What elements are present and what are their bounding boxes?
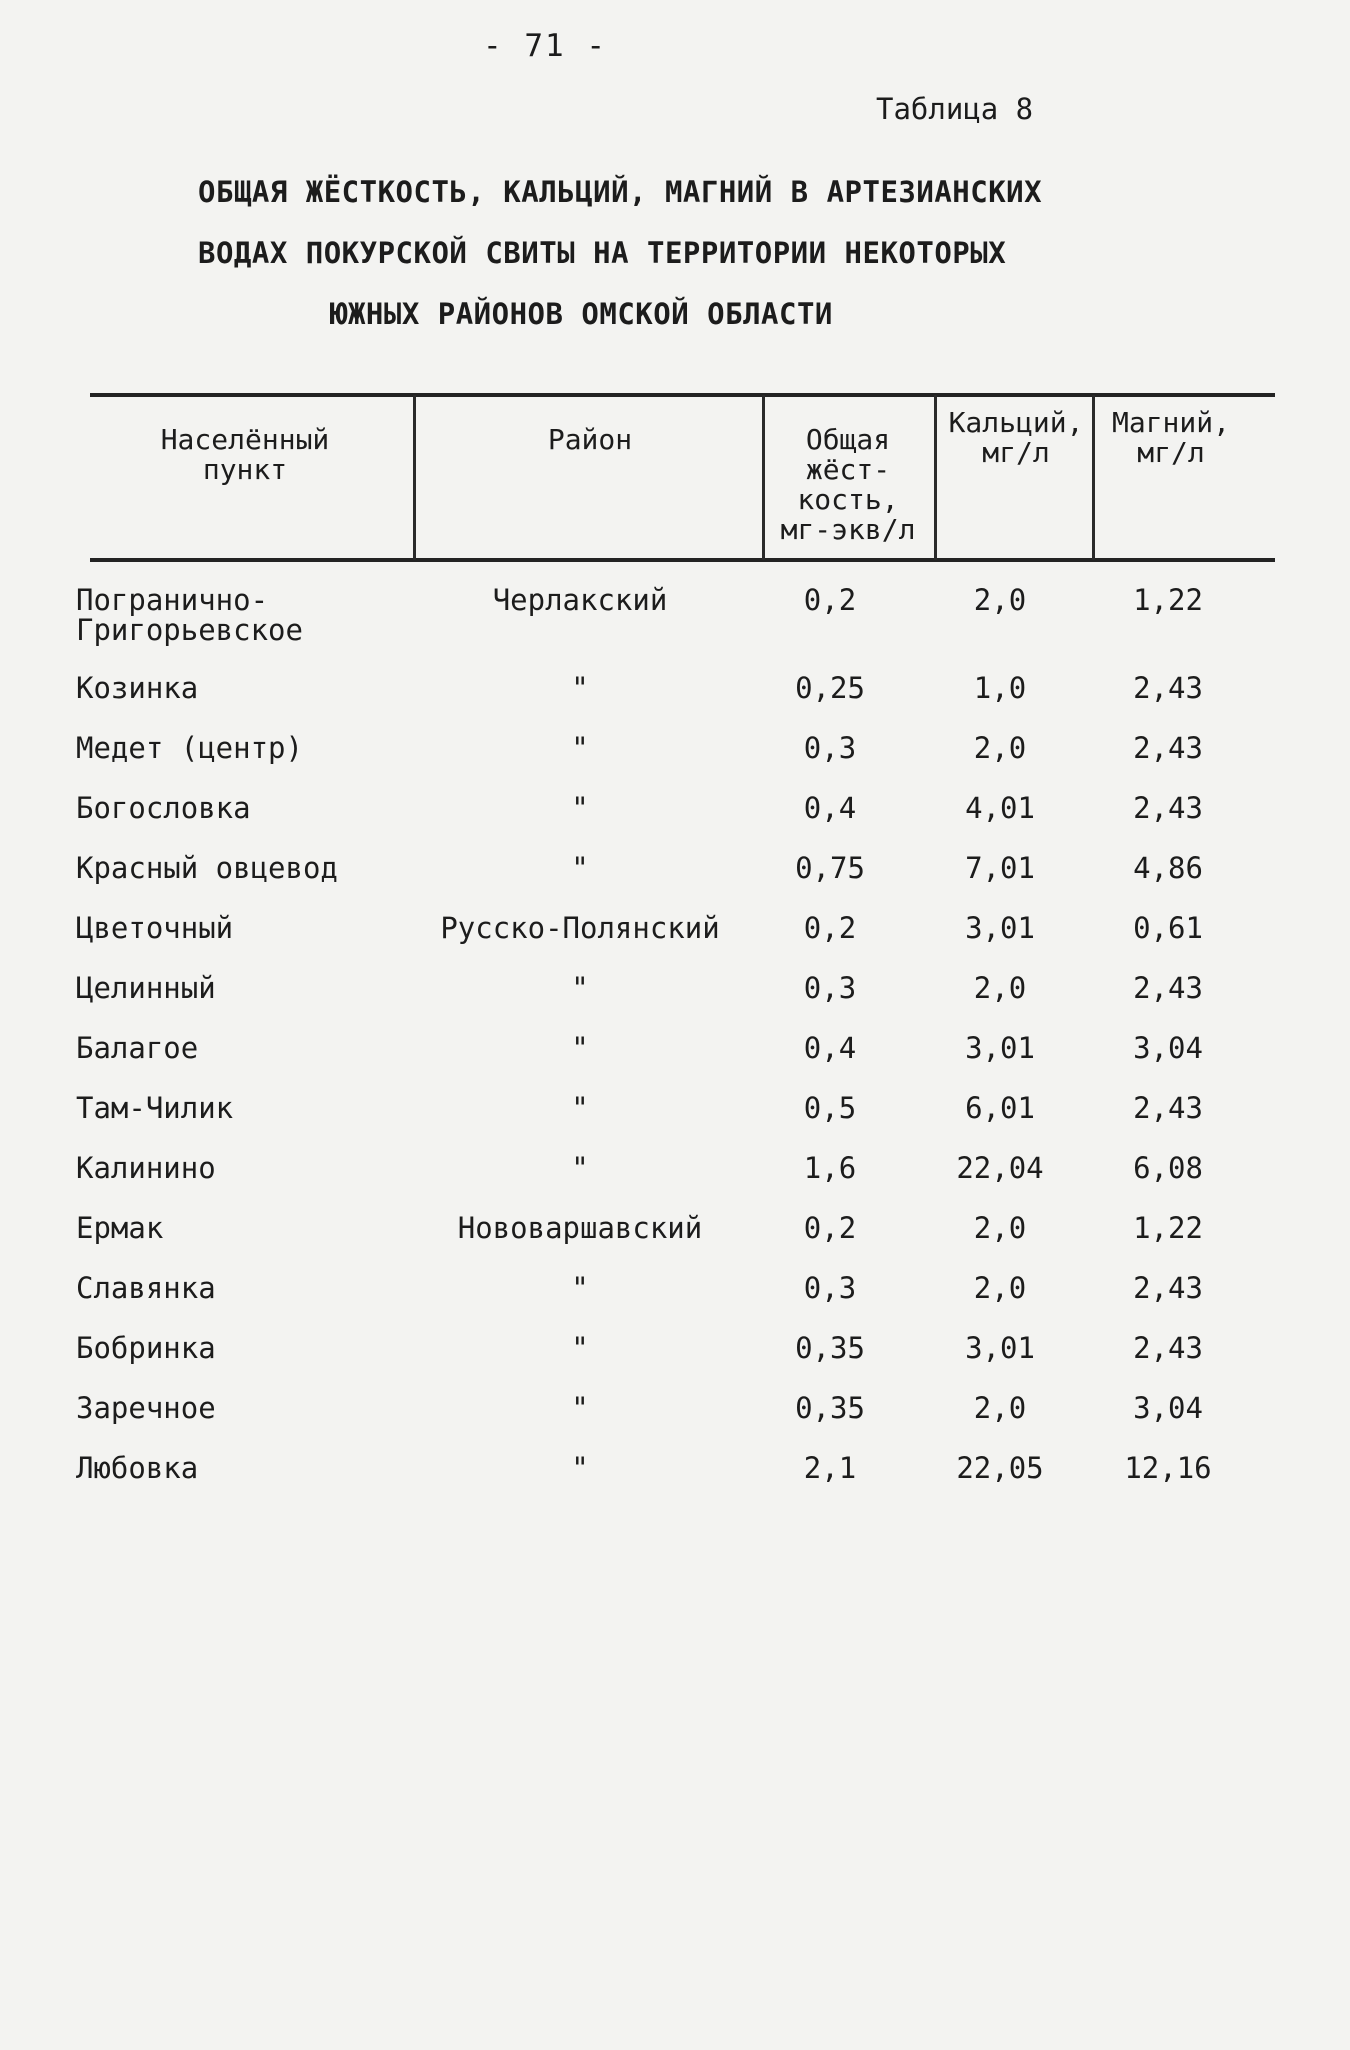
magnesium-cell: 6,08 [1133,1151,1203,1185]
district-cell: " [571,971,589,1005]
hardness-cell: 2,1 [803,1451,857,1485]
header-settlement: Населённый пункт [160,423,330,486]
calcium-cell: 2,0 [973,1391,1027,1425]
hardness-cell: 0,5 [803,1091,857,1125]
magnesium-cell: 3,04 [1133,1031,1203,1065]
table-row [0,973,1350,1033]
calcium-cell: 7,01 [965,851,1035,885]
district-cell: Нововаршавский [457,1211,703,1245]
settlement-cell: Козинка [76,671,199,705]
calcium-cell: 4,01 [965,791,1035,825]
hardness-cell: 0,3 [803,1271,857,1305]
calcium-cell: 3,01 [965,1331,1035,1365]
settlement-cell: Бобринка [76,1331,216,1365]
calcium-cell: 2,0 [973,971,1027,1005]
header-hardness: Общая жёст- кость, мг-экв/л [780,423,916,546]
table-row [0,733,1350,793]
calcium-cell: 22,04 [956,1151,1044,1185]
hardness-cell: 1,6 [803,1151,857,1185]
table-row [0,913,1350,973]
district-cell: " [571,731,589,765]
title-line-1: ОБЩАЯ ЖЁСТКОСТЬ, КАЛЬЦИЙ, МАГНИЙ В АРТЕЗИАНСКИХ [198,175,1043,209]
magnesium-cell: 2,43 [1133,971,1203,1005]
settlement-cell: Богословка [76,791,251,825]
settlement-cell: Целинный [76,971,216,1005]
title-line-2: ВОДАХ ПОКУРСКОЙ СВИТЫ НА ТЕРРИТОРИИ НЕКОТОРЫХ [198,236,1007,270]
title-line-3: ЮЖНЫХ РАЙОНОВ ОМСКОЙ ОБЛАСТИ [330,297,833,331]
calcium-cell: 3,01 [965,1031,1035,1065]
column-divider [934,395,937,560]
hardness-cell: 0,2 [803,1211,857,1245]
table-row [0,1273,1350,1333]
page-number: - 71 - [483,28,607,64]
district-cell: Черлакский [492,583,668,617]
column-divider [413,395,416,560]
table-row [0,585,1350,673]
header-magnesium: Магний, мг/л [1111,406,1230,469]
calcium-cell: 2,0 [973,583,1027,617]
settlement-cell: Любовка [76,1451,199,1485]
calcium-cell: 6,01 [965,1091,1035,1125]
settlement-cell: Балагое [76,1031,199,1065]
calcium-cell: 2,0 [973,1271,1027,1305]
magnesium-cell: 4,86 [1133,851,1203,885]
calcium-cell: 22,05 [956,1451,1044,1485]
district-cell: " [571,1391,589,1425]
settlement-cell: Погранично- Григорьевское [76,583,303,647]
district-cell: " [571,1451,589,1485]
header-calcium: Кальций, мг/л [948,406,1084,469]
magnesium-cell: 2,43 [1133,1331,1203,1365]
table-row [0,673,1350,733]
magnesium-cell: 2,43 [1133,791,1203,825]
hardness-cell: 0,35 [795,1331,865,1365]
settlement-cell: Цветочный [76,911,234,945]
calcium-cell: 1,0 [973,671,1027,705]
table-row [0,1033,1350,1093]
magnesium-cell: 2,43 [1133,1091,1203,1125]
district-cell: " [571,1271,589,1305]
calcium-cell: 2,0 [973,1211,1027,1245]
column-divider [1092,395,1095,560]
magnesium-cell: 1,22 [1133,1211,1203,1245]
district-cell: Русско-Полянский [440,911,720,945]
hardness-cell: 0,35 [795,1391,865,1425]
table-body [0,585,1350,1513]
magnesium-cell: 0,61 [1133,911,1203,945]
district-cell: " [571,791,589,825]
district-cell: " [571,851,589,885]
table-row [0,1213,1350,1273]
magnesium-cell: 1,22 [1133,583,1203,617]
magnesium-cell: 2,43 [1133,731,1203,765]
settlement-cell: Красный овцевод [76,851,338,885]
settlement-cell: Ермак [76,1211,164,1245]
magnesium-cell: 12,16 [1124,1451,1212,1485]
table-row [0,793,1350,853]
hardness-cell: 0,2 [803,911,857,945]
district-cell: " [571,1331,589,1365]
settlement-cell: Славянка [76,1271,216,1305]
calcium-cell: 3,01 [965,911,1035,945]
header-district: Район [547,423,633,456]
hardness-cell: 0,3 [803,971,857,1005]
district-cell: " [571,1151,589,1185]
table-row [0,1153,1350,1213]
district-cell: " [571,1031,589,1065]
table-row [0,1093,1350,1153]
calcium-cell: 2,0 [973,731,1027,765]
district-cell: " [571,1091,589,1125]
settlement-cell: Медет (центр) [76,731,303,765]
settlement-cell: Калинино [76,1151,216,1185]
hardness-cell: 0,4 [803,791,857,825]
table-top-rule [90,393,1275,397]
magnesium-cell: 3,04 [1133,1391,1203,1425]
hardness-cell: 0,3 [803,731,857,765]
hardness-cell: 0,75 [795,851,865,885]
hardness-cell: 0,25 [795,671,865,705]
hardness-cell: 0,2 [803,583,857,617]
table-label: Таблица 8 [876,92,1034,126]
district-cell: " [571,671,589,705]
settlement-cell: Заречное [76,1391,216,1425]
table-header-rule [90,558,1275,562]
table-row [0,1453,1350,1513]
settlement-cell: Там-Чилик [76,1091,234,1125]
magnesium-cell: 2,43 [1133,671,1203,705]
magnesium-cell: 2,43 [1133,1271,1203,1305]
table-row [0,1393,1350,1453]
table-row [0,1333,1350,1393]
table-row [0,853,1350,913]
table-title [198,162,1042,345]
hardness-cell: 0,4 [803,1031,857,1065]
